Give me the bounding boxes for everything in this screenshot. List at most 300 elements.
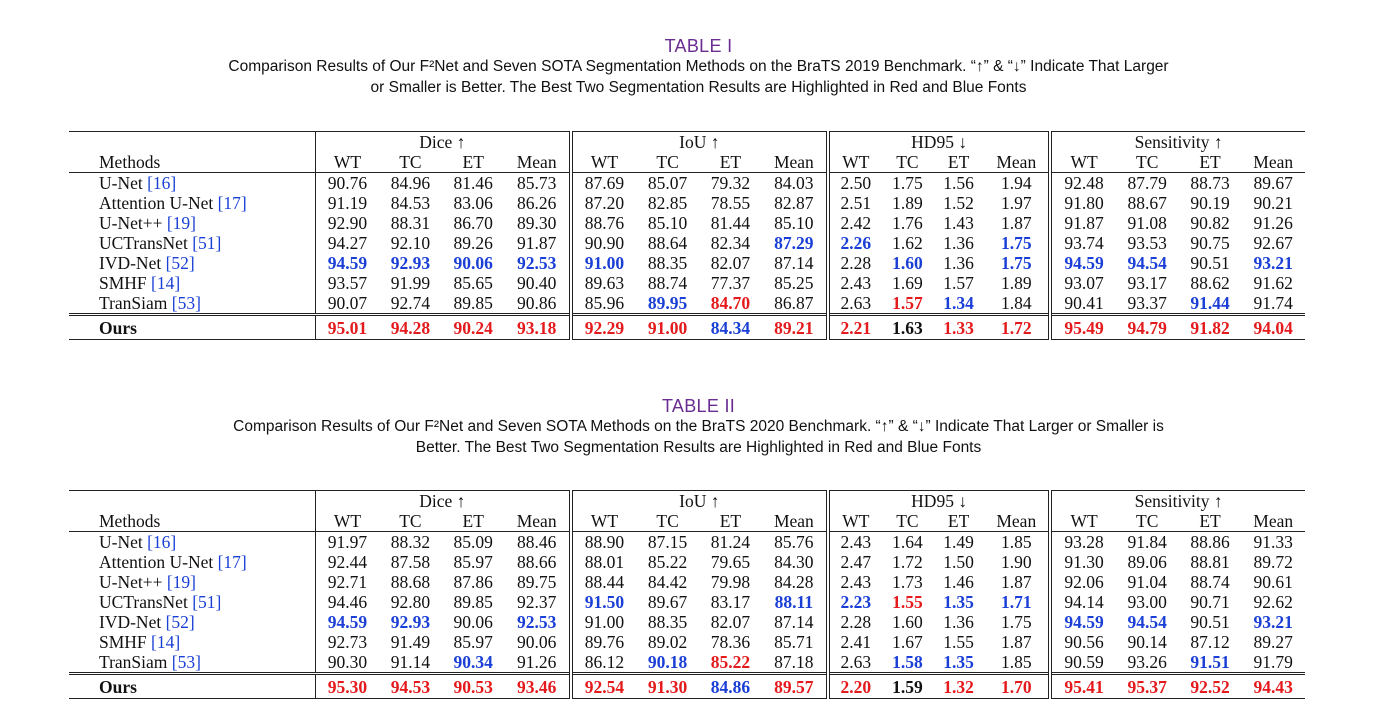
value-cell: 2.28: [828, 253, 882, 273]
table-1-header: [0, 36, 1397, 98]
value-cell: 90.06: [453, 612, 493, 632]
value-cell: 1.89: [892, 193, 923, 213]
method-name-cell: [69, 173, 316, 194]
value-cell: 90.51: [1190, 253, 1230, 273]
citation-link[interactable]: [19]: [166, 572, 197, 592]
value-cell: 1.84: [984, 293, 1050, 315]
methods-header: Methods: [69, 152, 316, 173]
corner-cell: [69, 132, 316, 153]
method-name: TranSiam: [99, 652, 168, 672]
table-2-caption-line2: Better. The Best Two Segmentation Results are Highlighted in Red and Blue Fonts: [415, 439, 982, 456]
value-cell: 1.32: [933, 674, 984, 699]
method-name-cell: [69, 572, 316, 592]
subheader-cell: ET: [442, 152, 505, 173]
value-cell: 94.04: [1241, 315, 1305, 340]
value-cell: 2.63: [828, 652, 882, 674]
citation-link[interactable]: [14]: [151, 273, 181, 293]
value-cell: 1.87: [984, 213, 1050, 233]
value-cell: 93.00: [1127, 592, 1167, 612]
method-name: TranSiam: [99, 293, 168, 313]
value-cell: 87.20: [571, 193, 636, 213]
value-cell: 87.18: [762, 652, 828, 674]
value-cell: 85.97: [453, 552, 493, 572]
method-name-cell: [69, 233, 316, 253]
value-cell: 2.28: [828, 612, 882, 632]
value-cell: 1.72: [984, 315, 1050, 340]
value-cell: 91.50: [571, 592, 636, 612]
value-cell: 91.30: [636, 674, 699, 699]
value-cell: 85.10: [647, 213, 688, 233]
value-cell: 90.59: [1050, 652, 1115, 674]
subheader-cell: Mean: [505, 152, 571, 173]
subheader-cell: Mean: [762, 511, 828, 532]
value-cell: 1.57: [892, 293, 923, 313]
value-cell: 92.74: [390, 293, 431, 313]
value-cell: 2.21: [828, 315, 882, 340]
value-cell: 92.10: [390, 233, 431, 253]
value-cell: 90.14: [1127, 632, 1167, 652]
table-row: [69, 293, 1305, 315]
table-row: [69, 253, 1305, 273]
value-cell: 93.26: [1127, 652, 1167, 672]
value-cell: 92.73: [316, 632, 379, 652]
value-cell: 1.89: [984, 273, 1050, 293]
value-cell: 84.03: [762, 173, 828, 194]
value-cell: 1.58: [892, 652, 923, 672]
table-row: [69, 233, 1305, 253]
table-row: [69, 632, 1305, 652]
value-cell: 2.23: [828, 592, 882, 612]
method-name: U-Net: [99, 532, 143, 552]
table-row: [69, 273, 1305, 293]
subheader-cell: Mean: [984, 511, 1050, 532]
value-cell: 82.87: [762, 193, 828, 213]
value-cell: 92.44: [316, 552, 379, 572]
value-cell: 87.14: [762, 612, 828, 632]
subheader-cell: TC: [636, 152, 699, 173]
value-cell: 87.15: [647, 532, 688, 552]
value-cell: 1.62: [892, 233, 923, 253]
value-cell: 94.54: [1127, 253, 1167, 273]
table-2-label: TABLE II: [661, 396, 736, 416]
value-cell: 95.49: [1050, 315, 1115, 340]
table-row: [69, 532, 1305, 553]
subheader-cell: ET: [699, 152, 762, 173]
value-cell: 1.55: [892, 592, 923, 612]
method-name-cell: [69, 193, 316, 213]
value-cell: 89.57: [762, 674, 828, 699]
value-cell: 88.35: [647, 253, 688, 273]
metric-group-header: Sensitivity ↑: [1050, 491, 1305, 512]
value-cell: 85.22: [710, 652, 751, 672]
subheader-cell: TC: [379, 511, 442, 532]
value-cell: 2.20: [828, 674, 882, 699]
value-cell: 90.90: [571, 233, 636, 253]
citation-link[interactable]: [17]: [217, 552, 247, 572]
method-name: UCTransNet: [99, 233, 188, 253]
value-cell: 87.29: [762, 233, 828, 253]
value-cell: 90.34: [453, 652, 493, 672]
value-cell: 2.47: [828, 552, 882, 572]
value-cell: 93.74: [1050, 233, 1115, 253]
subheader-cell: TC: [882, 511, 933, 532]
value-cell: 81.46: [453, 173, 493, 193]
value-cell: 94.59: [1050, 253, 1115, 273]
value-cell: 90.71: [1190, 592, 1230, 612]
value-cell: 89.27: [1253, 632, 1293, 652]
value-cell: 89.72: [1253, 552, 1293, 572]
value-cell: 2.26: [828, 233, 882, 253]
value-cell: 1.60: [892, 612, 923, 632]
value-cell: 90.75: [1190, 233, 1230, 253]
value-cell: 2.42: [828, 213, 882, 233]
value-cell: 91.19: [316, 193, 379, 213]
value-cell: 1.33: [933, 315, 984, 340]
value-cell: 1.49: [943, 532, 974, 552]
value-cell: 1.87: [984, 632, 1050, 652]
value-cell: 85.07: [647, 173, 688, 193]
metric-group-header: IoU ↑: [571, 132, 828, 153]
subheader-cell: ET: [933, 152, 984, 173]
value-cell: 88.74: [1190, 572, 1230, 592]
value-cell: 93.28: [1050, 532, 1115, 553]
value-cell: 89.75: [505, 572, 571, 592]
table-row: [69, 652, 1305, 674]
value-cell: 88.46: [505, 532, 571, 553]
method-name-cell: [69, 532, 316, 553]
value-cell: 89.63: [571, 273, 636, 293]
value-cell: 79.32: [710, 173, 751, 193]
value-cell: 85.22: [647, 552, 688, 572]
value-cell: 95.41: [1050, 674, 1115, 699]
method-name-cell: [69, 213, 316, 233]
value-cell: 88.01: [571, 552, 636, 572]
citation-link[interactable]: [53]: [171, 652, 201, 672]
metric-group-header: HD95 ↓: [828, 132, 1050, 153]
method-name-cell: [69, 652, 316, 674]
citation-link[interactable]: [16]: [147, 532, 177, 552]
value-cell: 1.69: [892, 273, 923, 293]
value-cell: 2.43: [828, 273, 882, 293]
table-1-caption-line1: Comparison Results of Our F²Net and Seven SOTA Segmentation Methods on the BraTS 2019 Benchmark. “↑” & “↓” Indicate That Larger: [228, 58, 1169, 75]
value-cell: 90.06: [505, 632, 571, 652]
value-cell: 90.56: [1050, 632, 1115, 652]
value-cell: 88.32: [390, 532, 431, 552]
value-cell: 88.11: [762, 592, 828, 612]
value-cell: 84.30: [762, 552, 828, 572]
value-cell: 86.12: [571, 652, 636, 674]
method-name: Attention U-Net: [99, 193, 214, 213]
value-cell: 91.00: [571, 253, 636, 273]
value-cell: 89.06: [1127, 552, 1167, 572]
value-cell: 84.42: [647, 572, 688, 592]
value-cell: 92.93: [390, 253, 431, 273]
value-cell: 1.50: [943, 552, 974, 572]
value-cell: 89.76: [571, 632, 636, 652]
value-cell: 84.53: [390, 193, 431, 213]
method-name-cell: [69, 293, 316, 315]
value-cell: 92.52: [1179, 674, 1242, 699]
value-cell: 88.74: [647, 273, 688, 293]
value-cell: 91.79: [1253, 652, 1293, 672]
value-cell: 92.53: [505, 612, 571, 632]
value-cell: 93.37: [1127, 293, 1167, 313]
value-cell: 94.59: [316, 612, 379, 632]
value-cell: 90.06: [453, 253, 493, 273]
value-cell: 1.76: [892, 213, 923, 233]
value-cell: 1.64: [892, 532, 923, 552]
value-cell: 95.37: [1116, 674, 1179, 699]
value-cell: 89.85: [453, 592, 493, 612]
value-cell: 1.70: [984, 674, 1050, 699]
value-cell: 87.12: [1190, 632, 1230, 652]
value-cell: 84.96: [390, 173, 431, 193]
value-cell: 89.26: [453, 233, 493, 253]
subheader-cell: TC: [882, 152, 933, 173]
value-cell: 92.90: [316, 213, 379, 233]
method-name: IVD-Net: [99, 612, 162, 632]
subheader-cell: WT: [316, 152, 379, 173]
value-cell: 91.51: [1190, 652, 1230, 672]
metric-group-header: HD95 ↓: [828, 491, 1050, 512]
value-cell: 93.18: [505, 315, 571, 340]
subheader-cell: WT: [828, 152, 882, 173]
value-cell: 91.04: [1127, 572, 1167, 592]
value-cell: 77.37: [710, 273, 751, 293]
value-cell: 91.30: [1050, 552, 1115, 572]
value-cell: 86.70: [453, 213, 493, 233]
value-cell: 93.17: [1127, 273, 1167, 293]
subheader-cell: Mean: [762, 152, 828, 173]
value-cell: 90.21: [1253, 193, 1293, 213]
value-cell: 88.64: [647, 233, 688, 253]
value-cell: 89.21: [762, 315, 828, 340]
method-name: Ours: [69, 674, 316, 699]
value-cell: 1.85: [984, 532, 1050, 553]
value-cell: 93.53: [1127, 233, 1167, 253]
subheader-cell: ET: [933, 511, 984, 532]
value-cell: 1.43: [943, 213, 974, 233]
value-cell: 90.76: [316, 173, 379, 194]
value-cell: 1.59: [882, 674, 933, 699]
value-cell: 84.86: [699, 674, 762, 699]
citation-link[interactable]: [19]: [166, 213, 197, 233]
value-cell: 81.24: [710, 532, 751, 552]
value-cell: 92.62: [1253, 592, 1293, 612]
value-cell: 83.17: [710, 592, 751, 612]
table-row: [69, 572, 1305, 592]
table-row: [69, 213, 1305, 233]
value-cell: 93.21: [1253, 253, 1293, 273]
table-2-caption: [34, 416, 1364, 458]
table-2: [69, 490, 1305, 699]
value-cell: 1.67: [892, 632, 923, 652]
value-cell: 85.96: [571, 293, 636, 315]
method-name-cell: [69, 253, 316, 273]
value-cell: 82.07: [710, 612, 751, 632]
value-cell: 1.36: [943, 253, 974, 273]
method-name-cell: [69, 632, 316, 652]
subheader-cell: ET: [699, 511, 762, 532]
value-cell: 94.43: [1241, 674, 1305, 699]
subheader-cell: TC: [1116, 511, 1179, 532]
value-cell: 2.63: [828, 293, 882, 315]
value-cell: 82.07: [710, 253, 751, 273]
table-1: [69, 131, 1305, 340]
method-name-cell: [69, 612, 316, 632]
value-cell: 91.97: [316, 532, 379, 553]
citation-link[interactable]: [17]: [217, 193, 247, 213]
value-cell: 81.44: [710, 213, 751, 233]
metric-group-header: Dice ↑: [316, 491, 571, 512]
value-cell: 90.51: [1190, 612, 1230, 632]
value-cell: 1.46: [943, 572, 974, 592]
value-cell: 88.76: [571, 213, 636, 233]
value-cell: 88.73: [1190, 173, 1230, 193]
value-cell: 84.70: [710, 293, 751, 313]
value-cell: 87.69: [571, 173, 636, 194]
value-cell: 79.65: [710, 552, 751, 572]
subheader-cell: WT: [571, 511, 636, 532]
value-cell: 90.86: [505, 293, 571, 315]
metric-group-header: IoU ↑: [571, 491, 828, 512]
value-cell: 85.09: [453, 532, 493, 552]
value-cell: 94.54: [1127, 612, 1167, 632]
citation-link[interactable]: [52]: [165, 612, 195, 632]
value-cell: 91.33: [1253, 532, 1293, 552]
value-cell: 2.41: [828, 632, 882, 652]
method-name: U-Net++: [99, 213, 163, 233]
value-cell: 91.08: [1127, 213, 1167, 233]
method-name: U-Net: [99, 173, 143, 193]
value-cell: 1.75: [984, 253, 1050, 273]
value-cell: 88.81: [1190, 552, 1230, 572]
method-name-cell: [69, 592, 316, 612]
value-cell: 91.00: [571, 612, 636, 632]
subheader-cell: ET: [1179, 152, 1242, 173]
citation-link[interactable]: [53]: [171, 293, 201, 313]
value-cell: 91.44: [1190, 293, 1230, 313]
value-cell: 91.84: [1127, 532, 1167, 552]
citation-link[interactable]: [51]: [192, 592, 222, 612]
method-name-cell: [69, 273, 316, 293]
value-cell: 91.26: [505, 652, 571, 674]
value-cell: 85.73: [505, 173, 571, 194]
table-row: [69, 592, 1305, 612]
citation-link[interactable]: [51]: [192, 233, 222, 253]
value-cell: 90.82: [1190, 213, 1230, 233]
value-cell: 84.34: [699, 315, 762, 340]
subheader-cell: WT: [828, 511, 882, 532]
value-cell: 85.25: [762, 273, 828, 293]
value-cell: 2.50: [828, 173, 882, 194]
value-cell: 95.01: [316, 315, 379, 340]
value-cell: 1.94: [984, 173, 1050, 194]
value-cell: 87.86: [453, 572, 493, 592]
value-cell: 90.61: [1253, 572, 1293, 592]
value-cell: 94.59: [316, 253, 379, 273]
value-cell: 94.27: [316, 233, 379, 253]
table-row: [69, 173, 1305, 194]
value-cell: 94.28: [379, 315, 442, 340]
value-cell: 2.51: [828, 193, 882, 213]
value-cell: 1.72: [892, 552, 923, 572]
value-cell: 92.37: [505, 592, 571, 612]
value-cell: 94.59: [1050, 612, 1115, 632]
value-cell: 91.00: [636, 315, 699, 340]
value-cell: 2.43: [828, 572, 882, 592]
methods-header: Methods: [69, 511, 316, 532]
table-1-label: TABLE I: [664, 36, 733, 56]
subheader-cell: TC: [379, 152, 442, 173]
method-name: Ours: [69, 315, 316, 340]
value-cell: 91.99: [390, 273, 431, 293]
table-row: [69, 612, 1305, 632]
citation-link[interactable]: [16]: [147, 173, 177, 193]
value-cell: 82.34: [710, 233, 751, 253]
value-cell: 2.43: [828, 532, 882, 553]
value-cell: 1.36: [943, 233, 974, 253]
value-cell: 88.67: [1127, 193, 1167, 213]
value-cell: 88.44: [571, 572, 636, 592]
value-cell: 89.30: [505, 213, 571, 233]
value-cell: 94.14: [1050, 592, 1115, 612]
citation-link[interactable]: [14]: [151, 632, 181, 652]
table-row: [69, 552, 1305, 572]
value-cell: 85.10: [762, 213, 828, 233]
value-cell: 1.52: [943, 193, 974, 213]
value-cell: 1.75: [984, 233, 1050, 253]
value-cell: 92.29: [571, 315, 636, 340]
value-cell: 88.90: [571, 532, 636, 553]
table-2-header: [0, 396, 1397, 458]
value-cell: 79.98: [710, 572, 751, 592]
method-name: SMHF: [99, 632, 147, 652]
value-cell: 83.06: [453, 193, 493, 213]
subheader-cell: WT: [316, 511, 379, 532]
value-cell: 87.58: [390, 552, 431, 572]
value-cell: 86.87: [762, 293, 828, 315]
value-cell: 91.14: [390, 652, 431, 672]
value-cell: 1.36: [943, 612, 974, 632]
subheader-cell: ET: [442, 511, 505, 532]
value-cell: 91.49: [390, 632, 431, 652]
value-cell: 87.14: [762, 253, 828, 273]
value-cell: 85.71: [762, 632, 828, 652]
value-cell: 1.55: [943, 632, 974, 652]
method-name: U-Net++: [99, 572, 163, 592]
value-cell: 92.48: [1050, 173, 1115, 194]
value-cell: 89.02: [647, 632, 688, 652]
value-cell: 92.80: [390, 592, 431, 612]
value-cell: 93.46: [505, 674, 571, 699]
value-cell: 92.54: [571, 674, 636, 699]
value-cell: 90.41: [1050, 293, 1115, 315]
subheader-cell: WT: [1050, 511, 1115, 532]
table-row: [69, 193, 1305, 213]
subheader-cell: Mean: [505, 511, 571, 532]
value-cell: 78.36: [710, 632, 751, 652]
method-name: IVD-Net: [99, 253, 162, 273]
value-cell: 88.62: [1190, 273, 1230, 293]
value-cell: 1.34: [943, 293, 974, 313]
value-cell: 1.97: [984, 193, 1050, 213]
method-name-cell: [69, 552, 316, 572]
value-cell: 86.26: [505, 193, 571, 213]
value-cell: 89.67: [647, 592, 688, 612]
value-cell: 91.26: [1253, 213, 1293, 233]
citation-link[interactable]: [52]: [165, 253, 195, 273]
